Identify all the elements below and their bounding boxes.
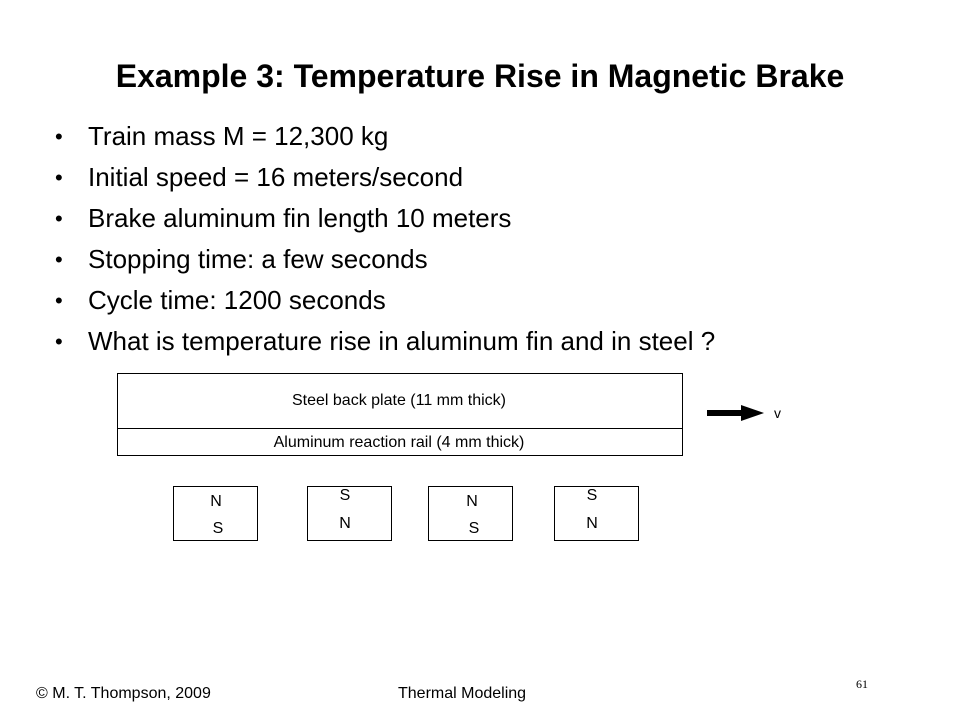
bullet-marker: • xyxy=(55,206,63,231)
bullet-marker: • xyxy=(55,165,63,190)
aluminum-rail-label: Aluminum reaction rail (4 mm thick) xyxy=(273,434,525,451)
page-number: 61 xyxy=(856,677,868,691)
magnet-pole-top: N xyxy=(210,493,222,510)
bullet-text: Cycle time: 1200 seconds xyxy=(88,285,386,315)
slide-title: Example 3: Temperature Rise in Magnetic Brake xyxy=(115,58,845,94)
magnet-block xyxy=(174,487,258,541)
bullet-text: Initial speed = 16 meters/second xyxy=(88,162,464,192)
bullet-marker: • xyxy=(55,124,63,149)
topic-footer: Thermal Modeling xyxy=(398,685,527,702)
velocity-label: v xyxy=(774,405,781,421)
bullet-text: What is temperature rise in aluminum fin and in steel ? xyxy=(88,326,716,356)
magnet-block xyxy=(555,487,639,541)
bullet-marker: • xyxy=(55,288,63,313)
magnet-pole-bottom: S xyxy=(468,520,480,537)
copyright-footer: © M. T. Thompson, 2009 xyxy=(36,685,211,702)
bullet-text: Stopping time: a few seconds xyxy=(88,244,428,274)
magnet-pole-bottom: N xyxy=(339,515,351,532)
magnet-block xyxy=(429,487,513,541)
magnet-pole-top: N xyxy=(466,493,478,510)
magnet-pole-top: S xyxy=(586,487,598,504)
magnet-block xyxy=(308,487,392,541)
steel-plate-label: Steel back plate (11 mm thick) xyxy=(291,392,507,409)
magnet-pole-top: S xyxy=(339,487,351,504)
bullet-marker: • xyxy=(55,329,63,354)
magnet-pole-bottom: N xyxy=(586,515,598,532)
bullet-text: Train mass M = 12,300 kg xyxy=(88,121,389,151)
bullet-marker: • xyxy=(55,247,63,272)
magnet-pole-bottom: S xyxy=(212,520,224,537)
bullet-text: Brake aluminum fin length 10 meters xyxy=(88,203,512,233)
velocity-arrow-icon xyxy=(707,405,764,421)
